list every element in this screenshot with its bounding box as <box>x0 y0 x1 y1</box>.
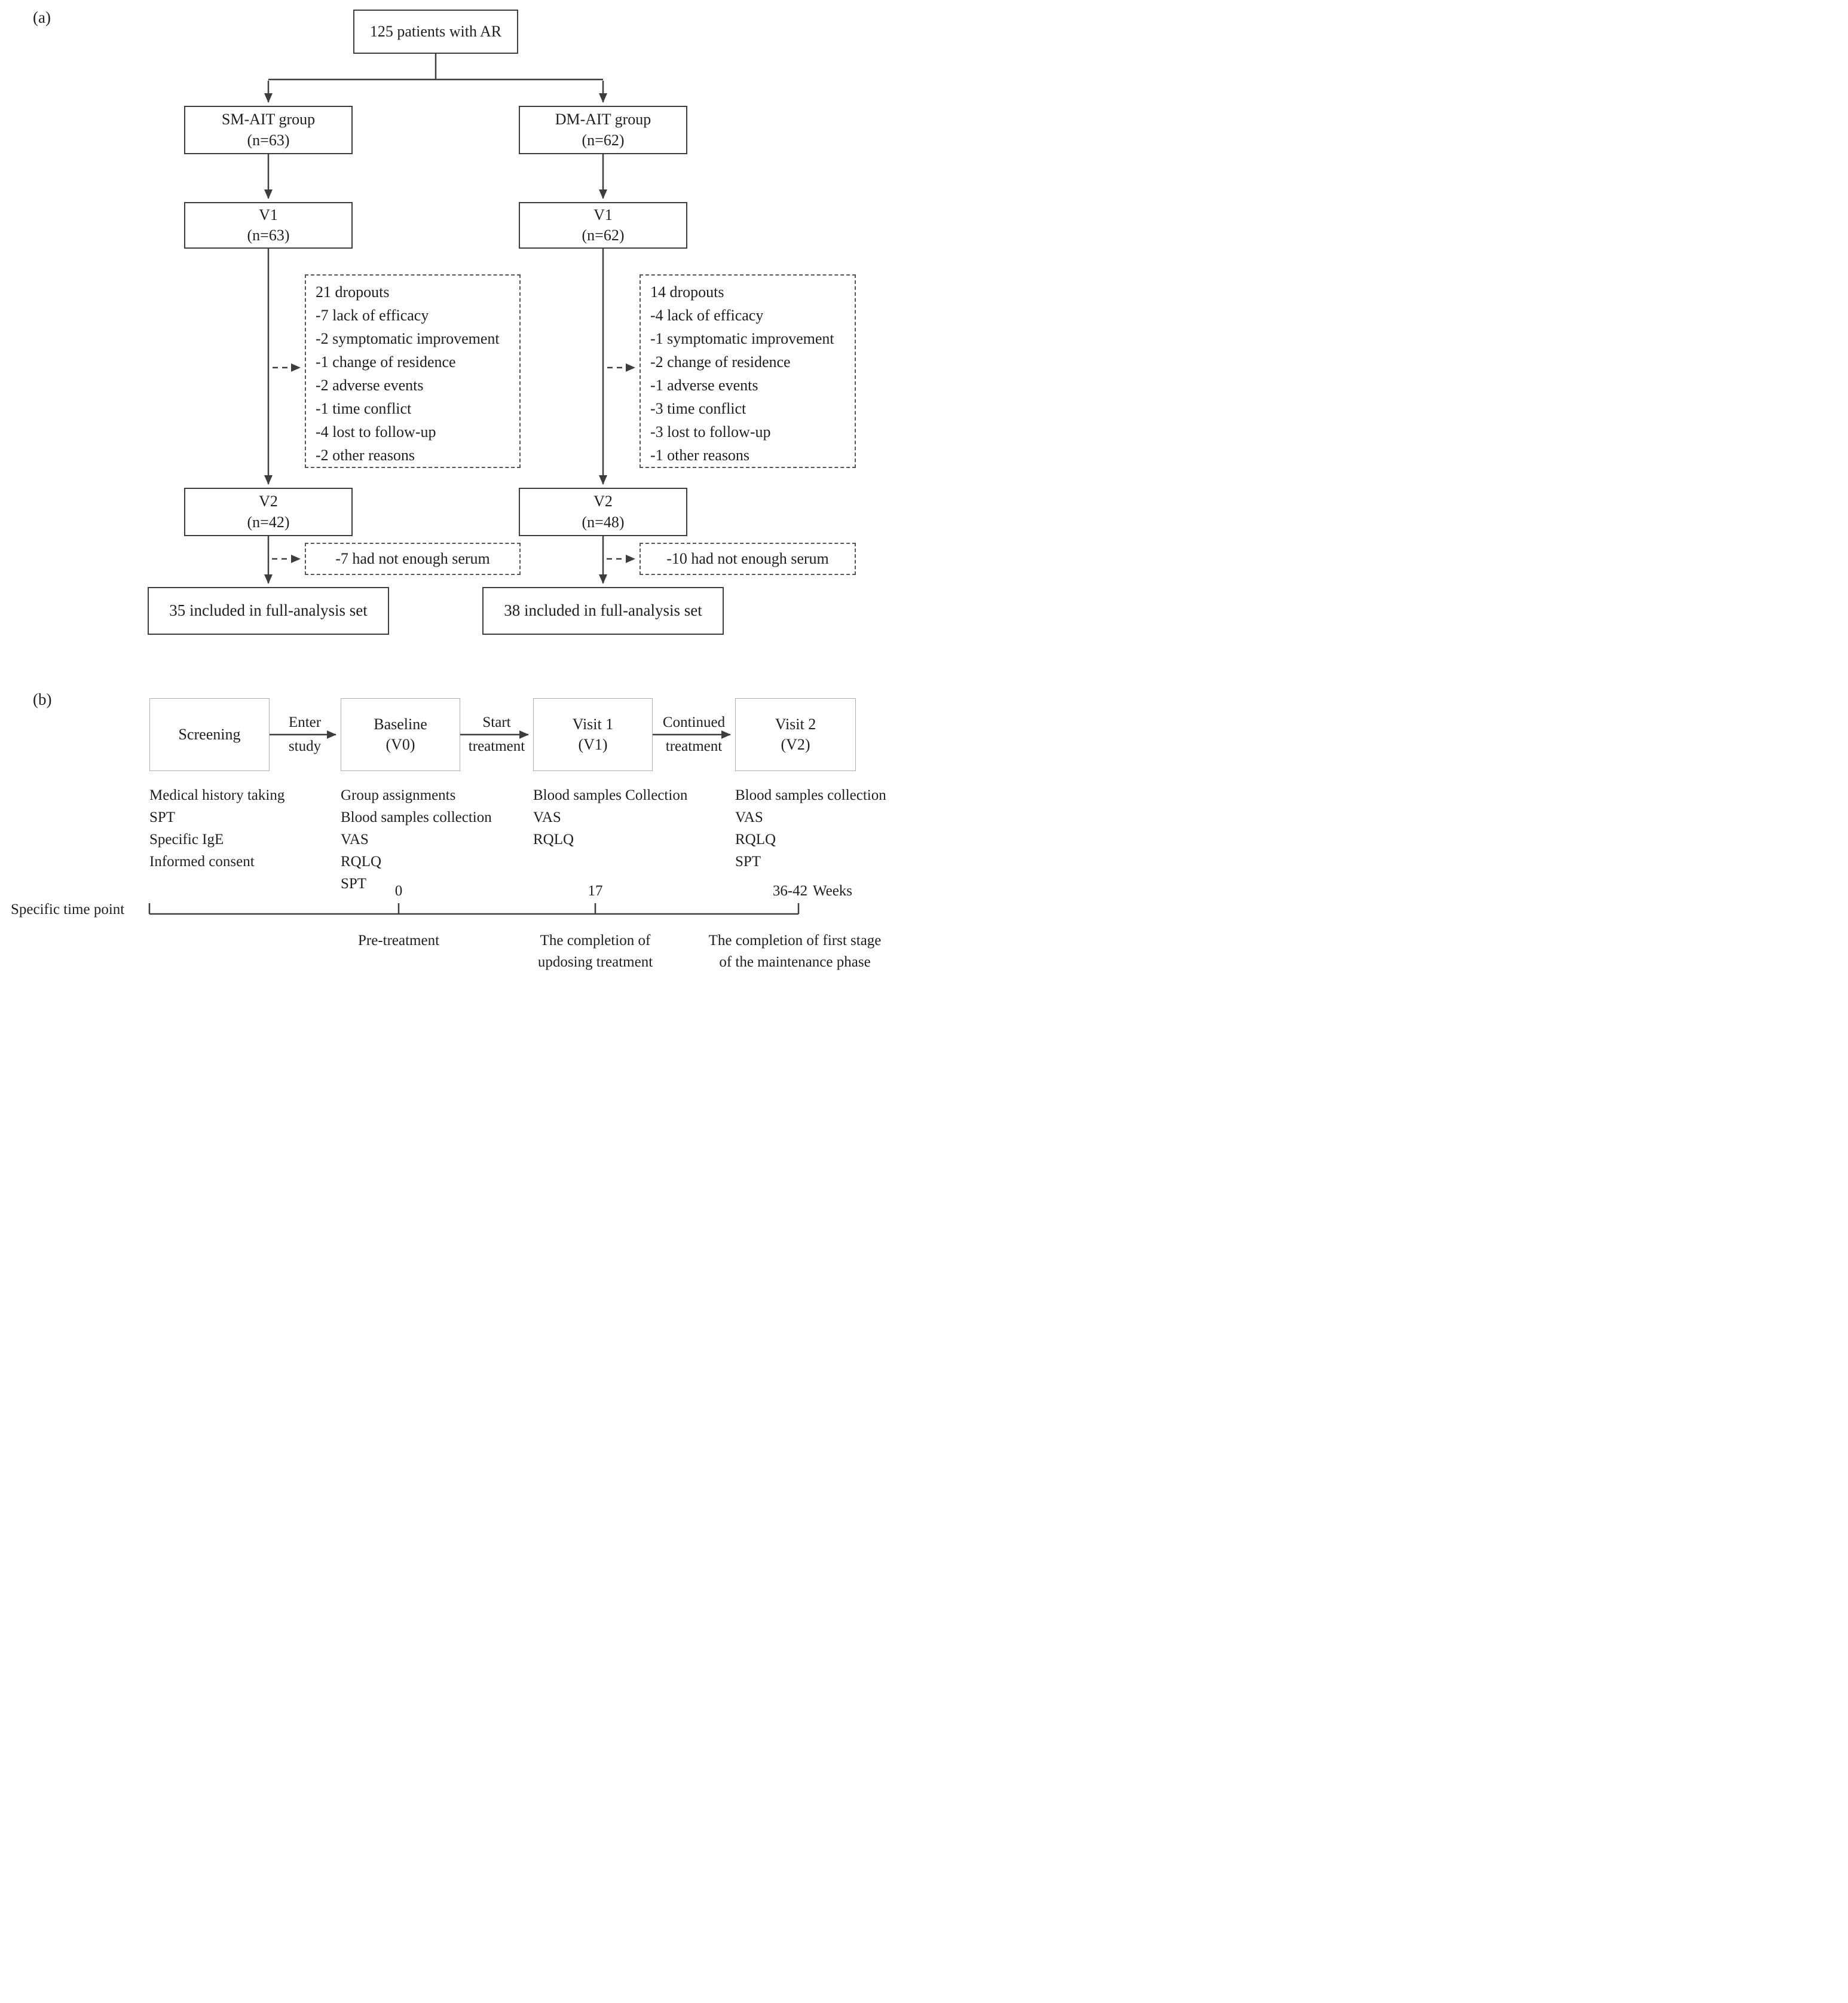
patients-box: 125 patients with AR <box>353 10 518 54</box>
activities-screening <box>149 784 284 873</box>
dm-dropout-item-6: -3 lost to follow-up <box>650 423 771 441</box>
dm-dropout-item-5: -3 time conflict <box>650 400 746 417</box>
annotation-maintenance <box>709 930 882 973</box>
activity-item: Specific IgE <box>149 831 224 848</box>
dm-group-line2: (n=62) <box>582 131 625 149</box>
annotation-line: Pre-treatment <box>357 932 440 949</box>
stage-box-visit1 <box>533 698 653 771</box>
transition-start-line1: Start <box>482 714 511 730</box>
panel-a-label: (a) <box>33 8 51 26</box>
activity-item: SPT <box>149 809 176 825</box>
activity-item: Blood samples Collection <box>533 787 688 803</box>
panel-b-label: (b) <box>33 690 52 708</box>
dm-v1-line1: V1 <box>593 206 613 224</box>
sm-dropouts-box <box>305 274 521 468</box>
transition-start-treatment <box>469 711 525 759</box>
sm-v2-line1: V2 <box>259 493 278 510</box>
stage-screening-title: Screening <box>178 725 241 743</box>
activity-item: RQLQ <box>341 854 382 870</box>
dm-v2-line2: (n=48) <box>582 513 625 531</box>
sm-group-line1: SM-AIT group <box>221 111 316 129</box>
sm-v1-line1: V1 <box>259 206 278 224</box>
annotation-line: The completion of <box>540 932 651 949</box>
sm-dropouts-title: 21 dropouts <box>316 283 390 301</box>
sm-final-box: 35 included in full-analysis set <box>148 587 389 635</box>
sm-group-box <box>184 106 353 154</box>
activity-item: RQLQ <box>735 831 776 848</box>
stage-box-baseline <box>341 698 460 771</box>
stage-visit2-subtitle: (V2) <box>781 736 810 753</box>
dm-v2-line1: V2 <box>593 493 613 510</box>
tick-label-36-42: 36-42 <box>772 883 808 899</box>
sm-dropout-item-1: -7 lack of efficacy <box>316 307 429 324</box>
sm-dropout-item-4: -2 adverse events <box>316 377 424 394</box>
activity-item: Informed consent <box>149 854 255 870</box>
transition-enter-line1: Enter <box>288 714 322 730</box>
dm-v2-box <box>519 488 687 536</box>
dm-group-box <box>519 106 687 154</box>
transition-continued-line1: Continued <box>662 714 726 730</box>
dm-v1-box <box>519 202 687 249</box>
activity-item: VAS <box>533 809 561 825</box>
tick-label-0: 0 <box>394 883 403 899</box>
sm-serum-note: -7 had not enough serum <box>305 543 521 575</box>
timeline-label: Specific time point <box>11 901 125 918</box>
dm-dropout-item-3: -2 change of residence <box>650 353 791 371</box>
dm-dropout-item-4: -1 adverse events <box>650 377 758 394</box>
activity-item: Medical history taking <box>149 787 285 803</box>
dm-dropouts-box <box>640 274 856 468</box>
sm-dropout-item-7: -2 other reasons <box>316 447 415 464</box>
transition-start-line2: treatment <box>468 738 525 754</box>
activity-item: VAS <box>735 809 763 825</box>
annotation-line: The completion of first stage <box>708 932 882 949</box>
annotation-line: of the maintenance phase <box>719 954 871 970</box>
dm-dropout-item-2: -1 symptomatic improvement <box>650 330 834 347</box>
stage-baseline-subtitle: (V0) <box>385 736 415 753</box>
activity-item: VAS <box>341 831 369 848</box>
sm-v2-line2: (n=42) <box>247 513 290 531</box>
activity-item: SPT <box>735 854 761 870</box>
sm-group-line2: (n=63) <box>247 131 290 149</box>
dm-final-box: 38 included in full-analysis set <box>482 587 724 635</box>
activity-item: Blood samples collection <box>735 787 886 803</box>
annotation-line: updosing treatment <box>537 954 653 970</box>
stage-box-visit2 <box>735 698 856 771</box>
activities-visit2 <box>735 784 886 873</box>
dm-serum-note: -10 had not enough serum <box>640 543 856 575</box>
stage-visit1-subtitle: (V1) <box>578 736 608 753</box>
annotation-pretreatment <box>358 930 439 952</box>
transition-continued-treatment <box>663 711 725 759</box>
figure-canvas <box>0 0 924 1001</box>
sm-v1-box <box>184 202 353 249</box>
connector-split <box>268 54 603 79</box>
transition-enter-study <box>289 711 321 759</box>
dm-group-line1: DM-AIT group <box>555 111 651 129</box>
timeline-unit-label: Weeks <box>813 883 853 899</box>
stage-visit1-title: Visit 1 <box>572 715 614 733</box>
stage-visit2-title: Visit 2 <box>775 715 816 733</box>
activity-item: Blood samples collection <box>341 809 492 825</box>
sm-dropout-item-2: -2 symptomatic improvement <box>316 330 500 347</box>
transition-continued-line2: treatment <box>665 738 723 754</box>
dm-v1-line2: (n=62) <box>582 227 625 244</box>
sm-v2-box <box>184 488 353 536</box>
transition-enter-line2: study <box>288 738 322 754</box>
activity-item: RQLQ <box>533 831 574 848</box>
dm-dropout-item-7: -1 other reasons <box>650 447 750 464</box>
stage-baseline-title: Baseline <box>374 715 427 733</box>
annotation-updosing <box>538 930 653 973</box>
sm-dropout-item-3: -1 change of residence <box>316 353 456 371</box>
activities-baseline <box>341 784 492 895</box>
activities-visit1 <box>533 784 687 851</box>
stage-box-screening <box>149 698 270 771</box>
tick-label-17: 17 <box>588 883 603 899</box>
sm-dropout-item-6: -4 lost to follow-up <box>316 423 436 441</box>
dm-dropouts-title: 14 dropouts <box>650 283 724 301</box>
activity-item: SPT <box>341 876 367 892</box>
sm-v1-line2: (n=63) <box>247 227 290 244</box>
sm-dropout-item-5: -1 time conflict <box>316 400 412 417</box>
activity-item: Group assignments <box>341 787 456 803</box>
dm-dropout-item-1: -4 lack of efficacy <box>650 307 764 324</box>
